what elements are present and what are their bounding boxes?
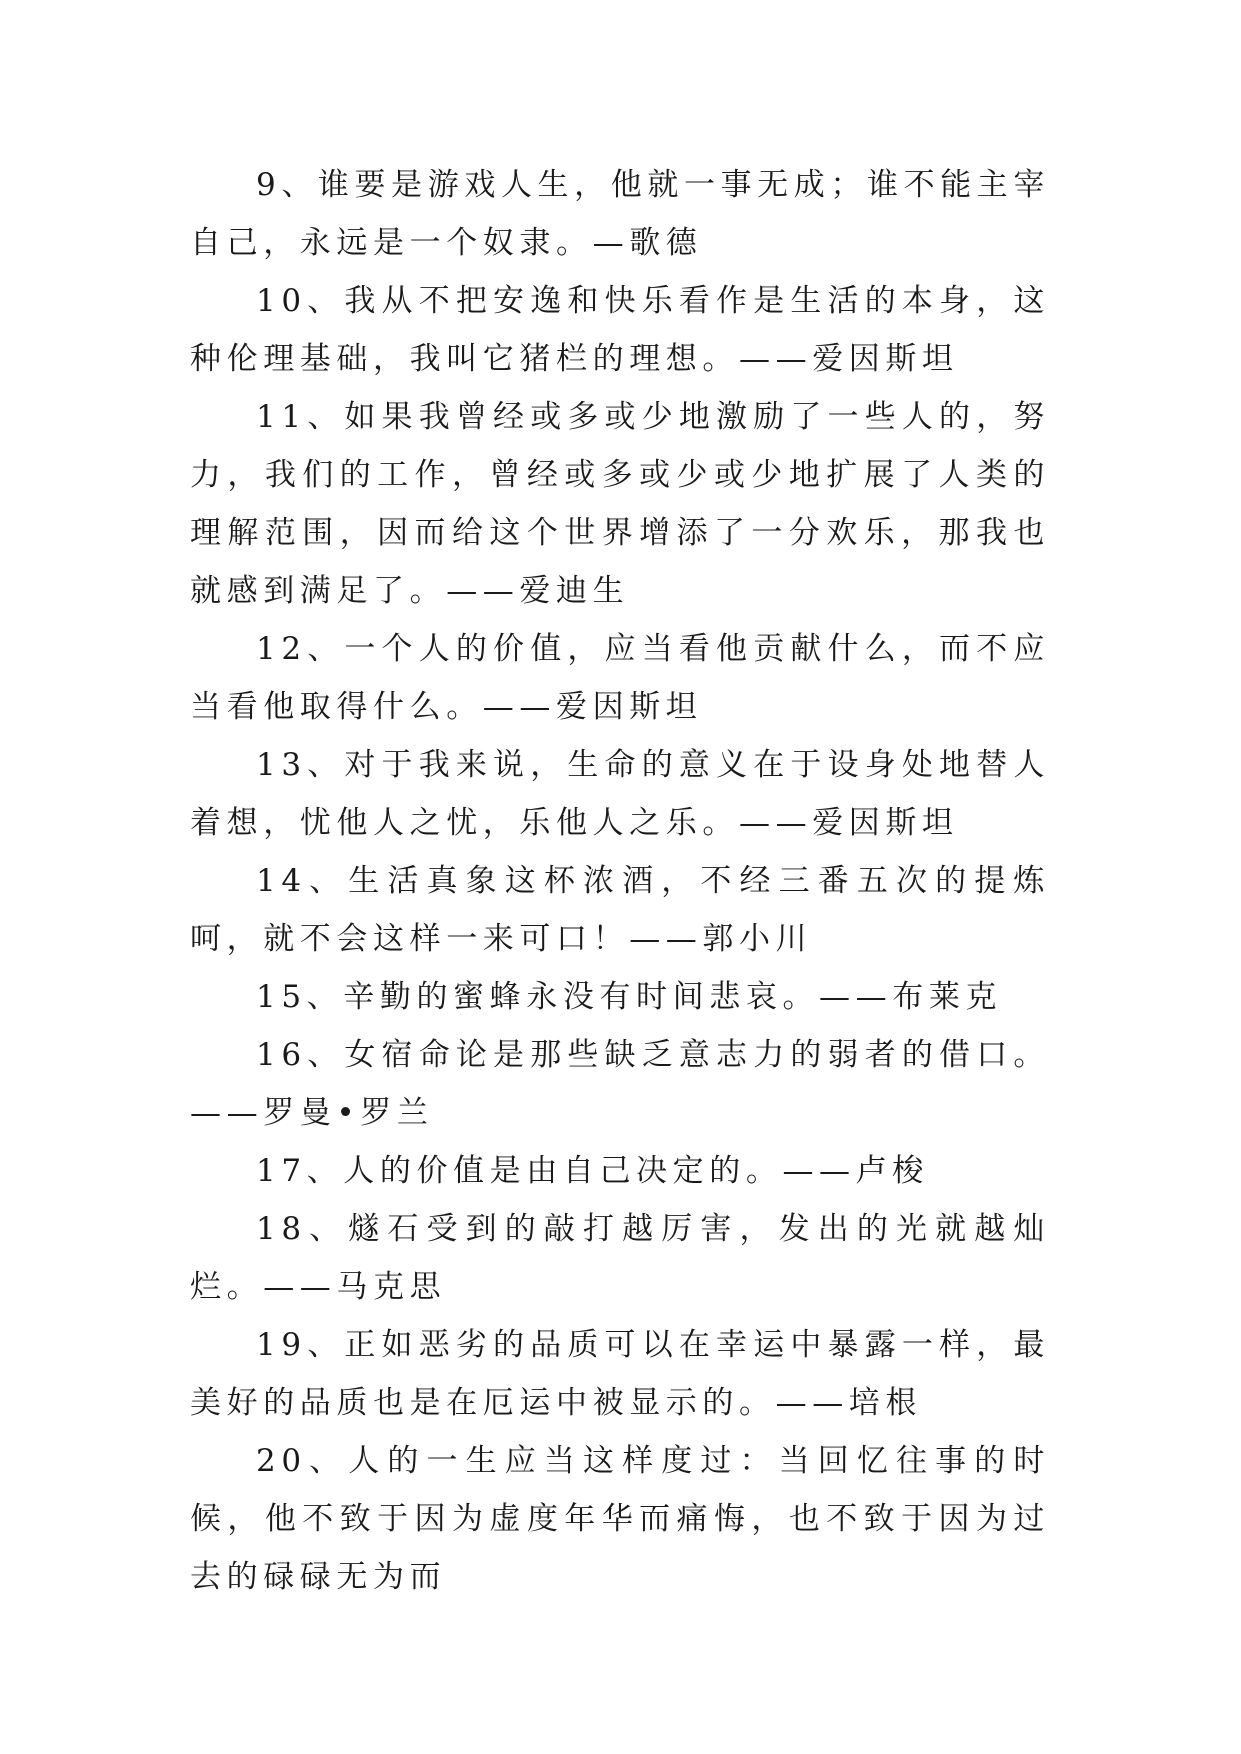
quote-paragraph-20: 20、人的一生应当这样度过：当回忆往事的时候，他不致于因为虚度年华而痛悔，也不致于因为过去的碌碌无为而 [190, 1443, 1050, 1595]
quote-paragraph-17: 17、人的价值是由自己决定的。——卢梭 [256, 1153, 929, 1189]
quote-paragraph-15: 15、辛勤的蜜蜂永没有时间悲哀。——布莱克 [256, 979, 1003, 1015]
quote-paragraph-14: 14、生活真象这杯浓酒，不经三番五次的提炼呵，就不会这样一来可口！——郭小川 [190, 863, 1050, 957]
quote-paragraph-12: 12、一个人的价值，应当看他贡献什么，而不应当看他取得什么。——爱因斯坦 [190, 631, 1050, 725]
quote-paragraph-16: 16、女宿命论是那些缺乏意志力的弱者的借口。——罗曼•罗兰 [190, 1037, 1050, 1131]
document-body [190, 156, 1050, 1606]
quote-paragraph-10: 10、我从不把安逸和快乐看作是生活的本身，这种伦理基础，我叫它猪栏的理想。——爱因斯坦 [190, 283, 1050, 377]
quote-paragraph-9: 9、谁要是游戏人生，他就一事无成；谁不能主宰自己，永远是一个奴隶。—歌德 [190, 167, 1050, 261]
quote-paragraph-19: 19、正如恶劣的品质可以在幸运中暴露一样，最美好的品质也是在厄运中被显示的。——培根 [190, 1327, 1050, 1421]
quote-paragraph-18: 18、燧石受到的敲打越厉害，发出的光就越灿烂。——马克思 [190, 1211, 1050, 1305]
quote-paragraph-13: 13、对于我来说，生命的意义在于设身处地替人着想，忧他人之忧，乐他人之乐。——爱因斯坦 [190, 747, 1050, 841]
quote-paragraph-11: 11、如果我曾经或多或少地激励了一些人的，努力，我们的工作，曾经或多或少或少地扩展了人类的理解范围，因而给这个世界增添了一分欢乐，那我也就感到满足了。——爱迪生 [190, 399, 1050, 609]
